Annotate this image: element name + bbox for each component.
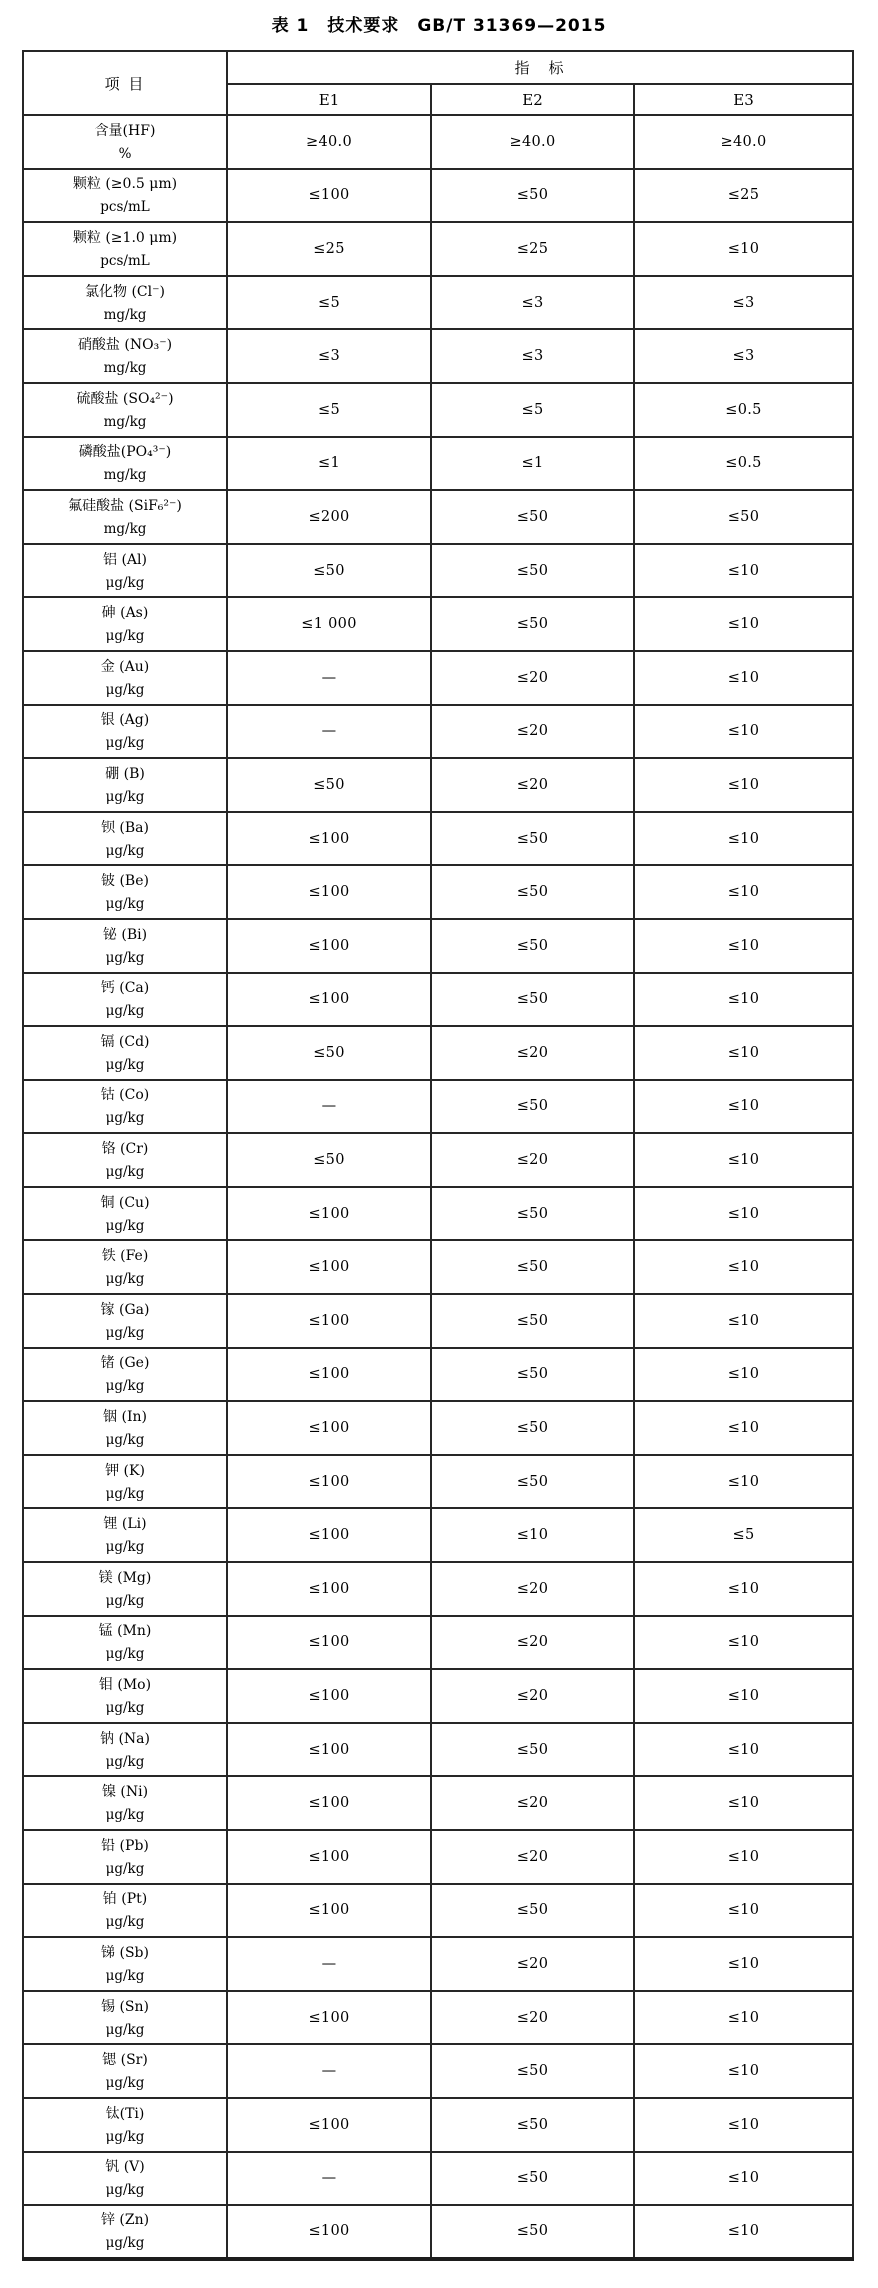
item-cell <box>23 812 227 866</box>
item-unit: μg/kg <box>105 2128 145 2145</box>
value-e3: ≤10 <box>634 2205 853 2259</box>
table-row <box>23 1991 853 2045</box>
item-unit: μg/kg <box>105 1485 145 1502</box>
table-row <box>23 973 853 1027</box>
table-row <box>23 276 853 330</box>
value-e2: ≤50 <box>431 1348 634 1402</box>
table-row <box>23 1294 853 1348</box>
table-row <box>23 115 853 169</box>
value-e3: ≤10 <box>634 705 853 759</box>
value-e3: ≤10 <box>634 1723 853 1777</box>
item-name: 镁 (Mg) <box>98 1569 152 1586</box>
value-e2: ≤50 <box>431 865 634 919</box>
value-e2: ≤50 <box>431 490 634 544</box>
item-name: 金 (Au) <box>100 658 150 675</box>
table-row <box>23 1776 853 1830</box>
value-e2: ≤20 <box>431 1026 634 1080</box>
item-cell <box>23 490 227 544</box>
value-e3: ≤10 <box>634 1133 853 1187</box>
table-row <box>23 1937 853 1991</box>
item-cell <box>23 1348 227 1402</box>
item-name: 铟 (In) <box>103 1409 147 1426</box>
value-e2: ≤50 <box>431 597 634 651</box>
value-e2: ≤50 <box>431 544 634 598</box>
item-unit: μg/kg <box>105 1056 145 1073</box>
value-e1: ≤50 <box>227 758 431 812</box>
value-e3: ≤10 <box>634 2098 853 2152</box>
value-e1: ≤100 <box>227 1348 431 1402</box>
item-cell <box>23 1723 227 1777</box>
table-row <box>23 2098 853 2152</box>
value-e3: ≤10 <box>634 1776 853 1830</box>
value-e1: ≤100 <box>227 1187 431 1241</box>
value-e2: ≤20 <box>431 1562 634 1616</box>
item-cell <box>23 276 227 330</box>
value-e1: ≤100 <box>227 1669 431 1723</box>
item-name: 铍 (Be) <box>101 873 149 890</box>
value-e1: ≤50 <box>227 1133 431 1187</box>
value-e1: ≤3 <box>227 329 431 383</box>
item-unit: μg/kg <box>105 1914 145 1931</box>
value-e1: ≤100 <box>227 2098 431 2152</box>
item-name: 钡 (Ba) <box>100 819 149 836</box>
item-name: 钒 (V) <box>105 2159 145 2176</box>
value-e2: ≤20 <box>431 651 634 705</box>
value-e2: ≤50 <box>431 973 634 1027</box>
value-e2: ≤50 <box>431 2044 634 2098</box>
item-unit: μg/kg <box>105 1807 145 1824</box>
value-e3: ≤0.5 <box>634 383 853 437</box>
col-header-item: 项 目 <box>23 51 227 115</box>
value-e2: ≤20 <box>431 1776 634 1830</box>
value-e1: — <box>227 2044 431 2098</box>
item-name: 硼 (B) <box>105 765 145 782</box>
item-name: 锶 (Sr) <box>102 2052 148 2069</box>
item-name: 颗粒 (≥1.0 μm) <box>72 229 178 246</box>
item-cell <box>23 1991 227 2045</box>
value-e2: ≥40.0 <box>431 115 634 169</box>
value-e3: ≤10 <box>634 1240 853 1294</box>
table-row <box>23 1669 853 1723</box>
value-e2: ≤50 <box>431 2205 634 2259</box>
value-e1: ≤50 <box>227 1026 431 1080</box>
value-e1: ≤100 <box>227 1455 431 1509</box>
table-caption: 表 1 技术要求 GB/T 31369—2015 <box>271 16 607 36</box>
value-e2: ≤50 <box>431 919 634 973</box>
item-cell <box>23 2098 227 2152</box>
value-e3: ≤10 <box>634 544 853 598</box>
table-row <box>23 812 853 866</box>
item-unit: μg/kg <box>105 1432 145 1449</box>
item-unit: μg/kg <box>105 1003 145 1020</box>
value-e1: ≤5 <box>227 276 431 330</box>
value-e1: — <box>227 705 431 759</box>
item-cell <box>23 1133 227 1187</box>
item-cell <box>23 705 227 759</box>
item-unit: μg/kg <box>105 681 145 698</box>
item-unit: μg/kg <box>105 1860 145 1877</box>
value-e3: ≤10 <box>634 1348 853 1402</box>
value-e3: ≤10 <box>634 758 853 812</box>
value-e2: ≤50 <box>431 1080 634 1134</box>
table-row <box>23 1133 853 1187</box>
table-row <box>23 1240 853 1294</box>
value-e2: ≤50 <box>431 1455 634 1509</box>
item-name: 钙 (Ca) <box>100 980 150 997</box>
value-e3: ≤10 <box>634 812 853 866</box>
value-e1: ≤100 <box>227 865 431 919</box>
value-e1: ≤100 <box>227 2205 431 2259</box>
value-e1: ≤100 <box>227 1240 431 1294</box>
value-e3: ≤10 <box>634 1884 853 1938</box>
col-header-e1: E1 <box>227 84 431 115</box>
value-e1: ≤100 <box>227 1830 431 1884</box>
value-e2: ≤50 <box>431 1723 634 1777</box>
table-row <box>23 758 853 812</box>
item-unit: mg/kg <box>103 467 147 484</box>
item-unit: mg/kg <box>103 306 147 323</box>
item-unit: μg/kg <box>105 1217 145 1234</box>
item-name: 铁 (Fe) <box>101 1248 149 1265</box>
item-unit: μg/kg <box>105 2182 145 2199</box>
item-unit: μg/kg <box>105 2075 145 2092</box>
value-e1: ≤5 <box>227 383 431 437</box>
item-cell <box>23 1401 227 1455</box>
item-name: 锂 (Li) <box>103 1516 147 1533</box>
item-name: 含量(HF) <box>94 122 156 139</box>
item-cell <box>23 1830 227 1884</box>
item-unit: μg/kg <box>105 1110 145 1127</box>
value-e3: ≤10 <box>634 919 853 973</box>
item-cell <box>23 1080 227 1134</box>
item-unit: μg/kg <box>105 628 145 645</box>
value-e3: ≤10 <box>634 1669 853 1723</box>
item-unit: pcs/mL <box>100 252 150 269</box>
col-header-e2: E2 <box>431 84 634 115</box>
table-row <box>23 329 853 383</box>
item-cell <box>23 2152 227 2206</box>
table-row <box>23 1455 853 1509</box>
item-cell <box>23 1187 227 1241</box>
value-e3: ≤10 <box>634 973 853 1027</box>
value-e1: ≤100 <box>227 919 431 973</box>
table-row <box>23 2152 853 2206</box>
item-cell <box>23 437 227 491</box>
value-e3: ≤10 <box>634 865 853 919</box>
value-e1: ≤25 <box>227 222 431 276</box>
table-row <box>23 1348 853 1402</box>
value-e3: ≤10 <box>634 222 853 276</box>
value-e2: ≤10 <box>431 1508 634 1562</box>
value-e1: — <box>227 1937 431 1991</box>
value-e3: ≤10 <box>634 1830 853 1884</box>
value-e3: ≤10 <box>634 2044 853 2098</box>
value-e2: ≤20 <box>431 1830 634 1884</box>
value-e2: ≤20 <box>431 758 634 812</box>
item-name: 锗 (Ge) <box>100 1355 150 1372</box>
item-cell <box>23 758 227 812</box>
table-row <box>23 1723 853 1777</box>
value-e1: ≤1 <box>227 437 431 491</box>
value-e2: ≤20 <box>431 1991 634 2045</box>
table-row <box>23 437 853 491</box>
item-unit: mg/kg <box>103 520 147 537</box>
item-name: 镍 (Ni) <box>101 1784 149 1801</box>
item-name: 锰 (Mn) <box>98 1623 152 1640</box>
value-e3: ≤10 <box>634 1991 853 2045</box>
item-unit: μg/kg <box>105 1164 145 1181</box>
item-unit: μg/kg <box>105 1271 145 1288</box>
table-row <box>23 490 853 544</box>
table-row <box>23 597 853 651</box>
value-e3: ≤0.5 <box>634 437 853 491</box>
item-cell <box>23 1937 227 1991</box>
item-cell <box>23 222 227 276</box>
item-unit: μg/kg <box>105 1700 145 1717</box>
value-e2: ≤20 <box>431 705 634 759</box>
value-e2: ≤20 <box>431 1669 634 1723</box>
item-cell <box>23 1776 227 1830</box>
item-cell <box>23 919 227 973</box>
table-row <box>23 1562 853 1616</box>
item-name: 镓 (Ga) <box>100 1301 150 1318</box>
value-e1: ≤100 <box>227 1294 431 1348</box>
value-e1: ≤100 <box>227 973 431 1027</box>
value-e2: ≤5 <box>431 383 634 437</box>
value-e2: ≤20 <box>431 1133 634 1187</box>
item-cell <box>23 2044 227 2098</box>
table-row <box>23 1080 853 1134</box>
value-e3: ≤10 <box>634 1937 853 1991</box>
table-row <box>23 2205 853 2259</box>
item-cell <box>23 329 227 383</box>
value-e1: ≤100 <box>227 1884 431 1938</box>
item-unit: μg/kg <box>105 1539 145 1556</box>
item-name: 铂 (Pt) <box>102 1891 148 1908</box>
value-e1: ≤100 <box>227 169 431 223</box>
table-row <box>23 651 853 705</box>
value-e3: ≤10 <box>634 1455 853 1509</box>
item-cell <box>23 544 227 598</box>
value-e3: ≤10 <box>634 1080 853 1134</box>
table-row <box>23 1884 853 1938</box>
value-e2: ≤50 <box>431 1240 634 1294</box>
value-e1: ≤100 <box>227 1616 431 1670</box>
value-e2: ≤1 <box>431 437 634 491</box>
value-e1: ≤100 <box>227 812 431 866</box>
value-e2: ≤20 <box>431 1616 634 1670</box>
item-cell <box>23 651 227 705</box>
value-e1: — <box>227 1080 431 1134</box>
item-unit: μg/kg <box>105 842 145 859</box>
item-cell <box>23 1026 227 1080</box>
value-e1: — <box>227 2152 431 2206</box>
value-e3: ≤3 <box>634 276 853 330</box>
item-name: 铬 (Cr) <box>101 1141 149 1158</box>
value-e2: ≤3 <box>431 276 634 330</box>
item-name: 锑 (Sb) <box>101 1944 149 1961</box>
item-cell <box>23 1616 227 1670</box>
value-e3: ≤10 <box>634 1616 853 1670</box>
item-cell <box>23 383 227 437</box>
value-e1: ≤50 <box>227 544 431 598</box>
value-e2: ≤25 <box>431 222 634 276</box>
value-e3: ≤10 <box>634 1401 853 1455</box>
value-e1: — <box>227 651 431 705</box>
item-unit: μg/kg <box>105 1592 145 1609</box>
item-name: 钛(Ti) <box>105 2105 145 2122</box>
value-e2: ≤3 <box>431 329 634 383</box>
value-e3: ≤10 <box>634 2152 853 2206</box>
item-cell <box>23 1508 227 1562</box>
item-name: 钠 (Na) <box>100 1730 150 1747</box>
item-unit: μg/kg <box>105 735 145 752</box>
table-row <box>23 865 853 919</box>
item-unit: mg/kg <box>103 360 147 377</box>
value-e1: ≤100 <box>227 1776 431 1830</box>
table-body <box>23 115 853 2259</box>
item-name: 铜 (Cu) <box>100 1194 150 1211</box>
value-e1: ≤100 <box>227 1508 431 1562</box>
item-cell <box>23 115 227 169</box>
table-row <box>23 1508 853 1562</box>
item-unit: μg/kg <box>105 1967 145 1984</box>
value-e2: ≤50 <box>431 1884 634 1938</box>
value-e3: ≤50 <box>634 490 853 544</box>
item-cell <box>23 1562 227 1616</box>
table-row <box>23 222 853 276</box>
table-row <box>23 705 853 759</box>
item-unit: μg/kg <box>105 949 145 966</box>
item-name: 磷酸盐(PO₄³⁻) <box>78 444 172 461</box>
item-cell <box>23 597 227 651</box>
table-row <box>23 2044 853 2098</box>
value-e2: ≤50 <box>431 1401 634 1455</box>
value-e1: ≤100 <box>227 1401 431 1455</box>
value-e1: ≤100 <box>227 1991 431 2045</box>
table-row <box>23 383 853 437</box>
item-name: 硝酸盐 (NO₃⁻) <box>77 337 173 354</box>
value-e3: ≤10 <box>634 1294 853 1348</box>
item-cell <box>23 169 227 223</box>
value-e3: ≤10 <box>634 1026 853 1080</box>
item-name: 颗粒 (≥0.5 μm) <box>72 176 178 193</box>
item-cell <box>23 1669 227 1723</box>
value-e2: ≤20 <box>431 1937 634 1991</box>
value-e3: ≥40.0 <box>634 115 853 169</box>
item-cell <box>23 865 227 919</box>
col-header-indicator: 指 标 <box>227 51 853 84</box>
item-unit: μg/kg <box>105 2235 145 2252</box>
table-row <box>23 919 853 973</box>
value-e2: ≤50 <box>431 812 634 866</box>
item-name: 锌 (Zn) <box>100 2212 150 2229</box>
item-unit: μg/kg <box>105 1324 145 1341</box>
value-e1: ≤200 <box>227 490 431 544</box>
item-unit: % <box>118 145 132 162</box>
item-name: 镉 (Cd) <box>100 1033 150 1050</box>
item-name: 硫酸盐 (SO₄²⁻) <box>76 390 174 407</box>
spec-table <box>22 50 854 2261</box>
value-e2: ≤50 <box>431 2098 634 2152</box>
value-e3: ≤10 <box>634 1562 853 1616</box>
value-e3: ≤25 <box>634 169 853 223</box>
item-name: 氟硅酸盐 (SiF₆²⁻) <box>68 497 182 514</box>
item-cell <box>23 973 227 1027</box>
item-cell <box>23 1294 227 1348</box>
col-header-e3: E3 <box>634 84 853 115</box>
value-e2: ≤50 <box>431 1294 634 1348</box>
item-unit: μg/kg <box>105 2021 145 2038</box>
item-unit: μg/kg <box>105 1378 145 1395</box>
item-unit: μg/kg <box>105 896 145 913</box>
header-row-indicator <box>23 51 853 84</box>
table-row <box>23 1026 853 1080</box>
item-name: 钼 (Mo) <box>98 1677 152 1694</box>
item-unit: mg/kg <box>103 413 147 430</box>
table-row <box>23 1401 853 1455</box>
item-cell <box>23 1240 227 1294</box>
value-e1: ≤1 000 <box>227 597 431 651</box>
item-cell <box>23 1884 227 1938</box>
item-cell <box>23 1455 227 1509</box>
table-row <box>23 1830 853 1884</box>
item-unit: pcs/mL <box>100 199 150 216</box>
item-name: 锡 (Sn) <box>101 1998 149 2015</box>
value-e1: ≥40.0 <box>227 115 431 169</box>
value-e1: ≤100 <box>227 1562 431 1616</box>
table-row <box>23 1616 853 1670</box>
item-name: 铋 (Bi) <box>102 926 148 943</box>
item-name: 银 (Ag) <box>100 712 150 729</box>
table-row <box>23 544 853 598</box>
item-name: 铝 (Al) <box>103 551 147 568</box>
table-row <box>23 1187 853 1241</box>
value-e3: ≤10 <box>634 651 853 705</box>
value-e3: ≤3 <box>634 329 853 383</box>
table-row <box>23 169 853 223</box>
item-name: 氯化物 (Cl⁻) <box>85 283 165 300</box>
item-name: 钾 (K) <box>105 1462 145 1479</box>
item-unit: μg/kg <box>105 788 145 805</box>
value-e3: ≤10 <box>634 597 853 651</box>
value-e2: ≤50 <box>431 169 634 223</box>
item-unit: μg/kg <box>105 1646 145 1663</box>
item-name: 砷 (As) <box>101 605 149 622</box>
table-header <box>23 51 853 115</box>
value-e2: ≤50 <box>431 1187 634 1241</box>
value-e3: ≤5 <box>634 1508 853 1562</box>
item-name: 钴 (Co) <box>100 1087 150 1104</box>
value-e1: ≤100 <box>227 1723 431 1777</box>
value-e2: ≤50 <box>431 2152 634 2206</box>
item-unit: μg/kg <box>105 574 145 591</box>
item-cell <box>23 2205 227 2259</box>
item-unit: μg/kg <box>105 1753 145 1770</box>
item-name: 铅 (Pb) <box>101 1837 149 1854</box>
value-e3: ≤10 <box>634 1187 853 1241</box>
